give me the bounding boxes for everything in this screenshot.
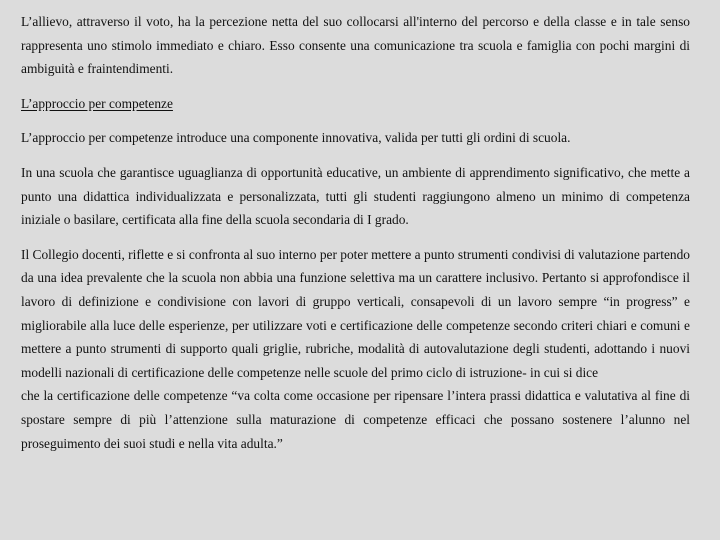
paragraph-scuola: In una scuola che garantisce uguaglianza di opportunità educative, un ambiente di apprendimento significativo, che mette a punto una didattica individualizzata e personalizzata, tutti gli studenti raggiungono almeno un minimo di competenza iniziale o basilare, certificata alla fine della scuola secondaria di I grado. bbox=[21, 164, 690, 228]
paragraph-collegio-part-2: che la certificazione delle competenze “va colta come occasione per ripensare l’intera prassi didattica e valutativa al fine di spostare sempre di più l’attenzione sulla maturazione di competenze efficaci che possano sostenere l’alunno nel proseguimento dei suoi studi e nella vita adulta.” bbox=[21, 388, 690, 451]
section-heading: L’approccio per competenze bbox=[21, 95, 173, 111]
paragraph-collegio bbox=[21, 243, 690, 455]
paragraph-collegio-part-1: Il Collegio docenti, riflette e si confronta al suo interno per poter mettere a punto strumenti condivisi di valutazione partendo da una idea prevalente che la scuola non abbia una funzione selettiva ma un carattere inclusivo. Pertanto si approfondisce il lavoro di definizione e condivisione con lavori di gruppo verticali, consapevoli di un lavoro sempre “in progress” e migliorabile alla luce delle esperienze, per utilizzare voti e certificazione delle competenze secondo criteri chiari e comuni e mettere a punto strumenti di supporto quali griglie, rubriche, modalità di autovalutazione degli studenti, adottando i nuovi modelli nazionali di certificazione delle competenze nelle scuole del primo ciclo di istruzione- in cui si dice bbox=[21, 246, 690, 380]
paragraph-voto: L’allievo, attraverso il voto, ha la percezione netta del suo collocarsi all'interno del percorso e della classe e in tale senso rappresenta uno stimolo immediato e chiaro. Esso consente una comunicazione tra scuola e famiglia con pochi margini di ambiguità e fraintendimenti. bbox=[21, 14, 690, 77]
paragraph-approccio: L’approccio per competenze introduce una componente innovativa, valida per tutti gli ordini di scuola. bbox=[21, 130, 571, 146]
